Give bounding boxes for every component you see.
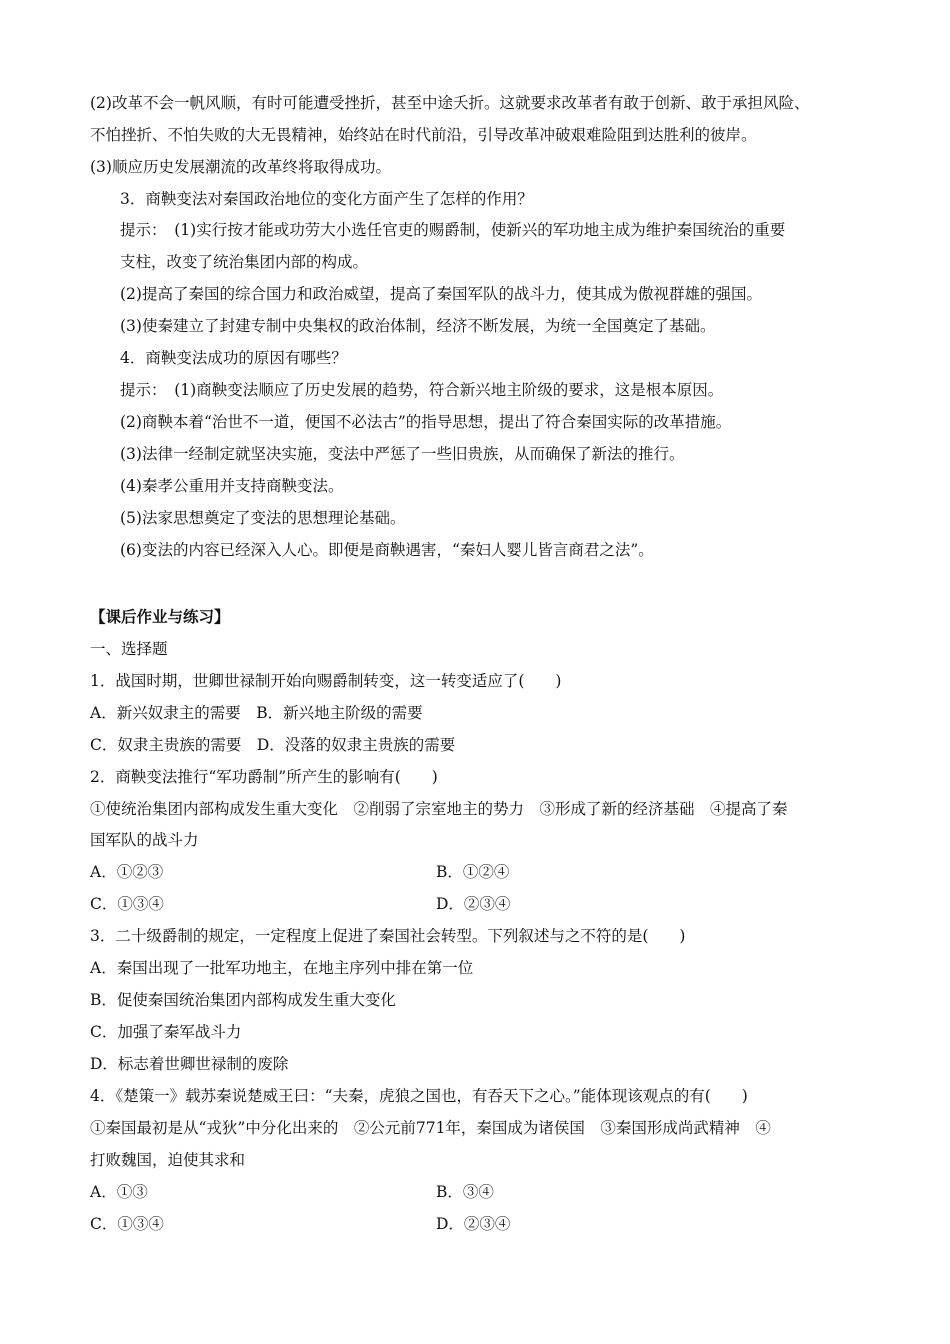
paragraph-line: (3)顺应历史发展潮流的改革终将取得成功。: [90, 158, 391, 176]
section-heading: 【课后作业与练习】: [90, 607, 230, 626]
option-b: B．①②④: [436, 863, 510, 881]
hint-line: (2)商鞅本着“治世不一道，便国不必法古”的指导思想，提出了符合秦国实际的改革措施。: [120, 413, 732, 431]
hint-line: (6)变法的内容已经深入人心。即便是商鞅遇害，“秦妇人婴儿皆言商君之法”。: [120, 541, 654, 559]
exercise-items: ①秦国最初是从“戎狄”中分化出来的 ②公元前771年，秦国成为诸侯国 ③秦国形成尚武精神 ④: [90, 1119, 771, 1137]
hint-line: (2)提高了秦国的综合国力和政治威望，提高了秦国军队的战斗力，使其成为傲视群雄的强国。: [120, 285, 762, 303]
option-c: C．加强了秦军战斗力: [90, 1023, 242, 1041]
exercise-stem: 3．二十级爵制的规定，一定程度上促进了秦国社会转型。下列叙述与之不符的是( ): [90, 927, 686, 945]
exercise-items: 国军队的战斗力: [90, 831, 199, 849]
question-title: 3．商鞅变法对秦国政治地位的变化方面产生了怎样的作用？: [120, 190, 533, 208]
hint-line: (3)法律一经制定就坚决实施，变法中严惩了一些旧贵族，从而确保了新法的推行。: [120, 445, 685, 463]
option-a: A．①③: [90, 1183, 148, 1201]
question-title: 4．商鞅变法成功的原因有哪些？: [120, 349, 347, 367]
hint-line: (4)秦孝公重用并支持商鞅变法。: [120, 477, 344, 495]
exercise-options: A．新兴奴隶主的需要 B．新兴地主阶级的需要: [90, 704, 423, 722]
paragraph-line: 不怕挫折、不怕失败的大无畏精神，始终站在时代前沿，引导改革冲破艰难险阻到达胜利的彼岸。: [90, 126, 757, 144]
exercise-options: C．奴隶主贵族的需要 D．没落的奴隶主贵族的需要: [90, 736, 456, 754]
exercise-stem: 1．战国时期，世卿世禄制开始向赐爵制转变，这一转变适应了( ): [90, 672, 562, 690]
exercise-items: ①使统治集团内部构成发生重大变化 ②削弱了宗室地主的势力 ③形成了新的经济基础 ④提高了秦: [90, 800, 788, 818]
hint-line: 提示： (1)商鞅变法顺应了历史发展的趋势，符合新兴地主阶级的要求，这是根本原因。: [120, 381, 724, 399]
exercise-stem: 2．商鞅变法推行“军功爵制”所产生的影响有( ): [90, 768, 438, 786]
option-b: B．促使秦国统治集团内部构成发生重大变化: [90, 991, 396, 1009]
option-a: A．秦国出现了一批军功地主，在地主序列中排在第一位: [90, 959, 474, 977]
section-subheading: 一、选择题: [90, 640, 168, 658]
option-c: C．①③④: [90, 1215, 164, 1233]
hint-line: (5)法家思想奠定了变法的思想理论基础。: [120, 509, 406, 527]
option-d: D．标志着世卿世禄制的废除: [90, 1055, 289, 1073]
paragraph-line: (2)改革不会一帆风顺，有时可能遭受挫折，甚至中途夭折。这就要求改革者有敢于创新、敢于承担风险、: [90, 94, 810, 112]
option-a: A．①②③: [90, 863, 164, 881]
exercise-stem: 4．《楚策一》载苏秦说楚威王曰：“夫秦，虎狼之国也，有吞天下之心。”能体现该观点的有( ): [90, 1087, 748, 1105]
option-c: C．①③④: [90, 895, 164, 913]
exercise-items: 打败魏国，迫使其求和: [90, 1151, 246, 1169]
option-d: D．②③④: [436, 895, 511, 913]
option-d: D．②③④: [436, 1215, 511, 1233]
option-b: B．③④: [436, 1183, 494, 1201]
hint-line: 支柱，改变了统治集团内部的构成。: [120, 253, 369, 271]
hint-line: (3)使秦建立了封建专制中央集权的政治体制，经济不断发展，为统一全国奠定了基础。: [120, 317, 716, 335]
hint-line: 提示： (1)实行按才能或功劳大小选任官吏的赐爵制，使新兴的军功地主成为维护秦国统治的重要: [120, 221, 786, 239]
